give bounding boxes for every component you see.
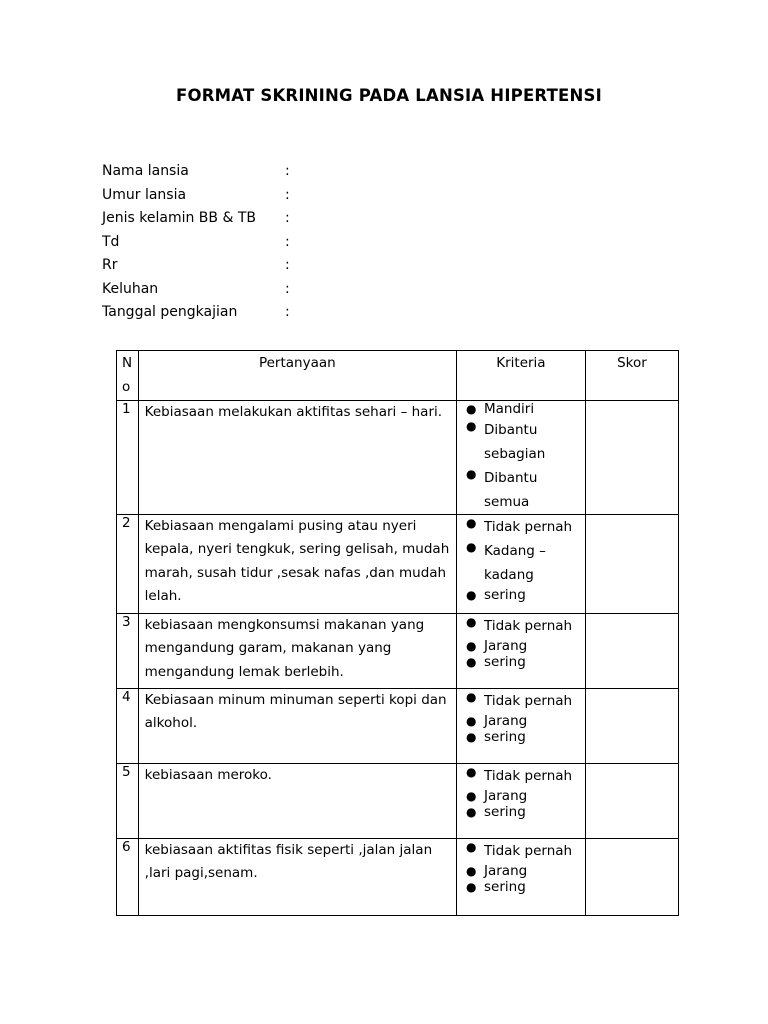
table-header-row [117,351,679,401]
criteria-item [462,879,580,896]
field-rr [102,254,402,278]
criteria-label: Jarang [484,862,528,879]
criteria-item [462,539,580,587]
header-no: No [117,351,139,401]
patient-info-fields [102,160,402,325]
row-number: 2 [117,514,139,613]
bullet-icon: ● [466,655,477,669]
field-tanggal-pengkajian [102,301,402,325]
criteria-label: Tidak pernah [484,842,573,859]
bullet-icon: ● [466,713,477,728]
criteria-item [462,515,580,539]
row-criteria [457,613,586,688]
bullet-icon: ● [466,418,477,433]
header-skor: Skor [585,351,678,401]
field-label: Umur lansia [102,186,187,203]
field-colon: : [285,210,290,226]
row-number: 6 [117,838,139,915]
criteria-label: Kadang – kadang [484,542,546,583]
table-row [117,401,679,515]
field-colon: : [285,163,290,179]
criteria-item [462,418,580,466]
row-criteria [457,401,586,515]
row-question: kebiasaan meroko. [138,763,456,838]
criteria-item [462,466,580,514]
criteria-label: sering [484,729,526,745]
row-criteria [457,763,586,838]
criteria-item [462,729,580,746]
criteria-item [462,839,580,863]
bullet-icon: ● [466,587,477,602]
bullet-icon: ● [466,863,477,878]
criteria-item [462,689,580,713]
criteria-item [462,614,580,638]
criteria-label: sering [484,879,526,895]
bullet-icon: ● [466,689,477,704]
criteria-item [462,804,580,821]
criteria-item [462,587,580,604]
field-umur-lansia [102,184,402,208]
criteria-label: Tidak pernah [484,518,573,535]
row-score [585,763,678,838]
row-question: Kebiasaan melakukan aktifitas sehari – hari. [138,401,456,515]
field-colon: : [285,304,290,320]
bullet-icon: ● [466,805,477,819]
field-label: Jenis kelamin BB & TB [102,210,256,226]
field-colon: : [285,257,290,273]
bullet-icon: ● [466,515,477,530]
table-row [117,763,679,838]
row-score [585,514,678,613]
criteria-label: Dibantu semua [484,469,538,510]
criteria-item [462,401,580,418]
header-kriteria: Kriteria [457,351,586,401]
field-label: Td [102,233,120,250]
row-number: 4 [117,688,139,763]
criteria-item [462,788,580,805]
row-question: Kebiasaan mengalami pusing atau nyeri kepala, nyeri tengkuk, sering gelisah, mudah marah, susah tidur ,sesak nafas ,dan mudah lelah. [138,514,456,613]
row-number: 1 [117,401,139,515]
table-row [117,613,679,688]
criteria-item [462,713,580,730]
bullet-icon: ● [466,539,477,554]
field-colon: : [285,186,290,203]
field-jenis-kelamin [102,207,402,231]
criteria-item [462,764,580,788]
criteria-label: Dibantu sebagian [484,421,546,462]
criteria-label: Jarang [484,637,528,654]
criteria-label: Tidak pernah [484,767,573,784]
row-score [585,613,678,688]
field-label: Tanggal pengkajian [102,304,238,320]
row-question: Kebiasaan minum minuman seperti kopi dan alkohol. [138,688,456,763]
criteria-label: Tidak pernah [484,692,573,709]
field-keluhan [102,278,402,302]
bullet-icon: ● [466,614,477,629]
bullet-icon: ● [466,764,477,779]
criteria-label: Tidak pernah [484,617,573,634]
row-score [585,401,678,515]
criteria-item [462,638,580,655]
row-score [585,838,678,915]
criteria-label: sering [484,654,526,670]
criteria-label: Jarang [484,787,528,804]
field-label: Nama lansia [102,163,189,179]
bullet-icon: ● [466,788,477,803]
criteria-label: sering [484,804,526,820]
row-number: 3 [117,613,139,688]
criteria-label: sering [484,586,526,603]
table-row [117,838,679,915]
criteria-item [462,654,580,671]
row-score [585,688,678,763]
bullet-icon: ● [466,638,477,653]
bullet-icon: ● [466,730,477,744]
field-nama-lansia [102,160,402,184]
row-criteria [457,688,586,763]
field-label: Rr [102,257,118,273]
bullet-icon: ● [466,839,477,854]
row-question: kebiasaan aktifitas fisik seperti ,jalan jalan ,lari pagi,senam. [138,838,456,915]
row-question: kebiasaan mengkonsumsi makanan yang mengandung garam, makanan yang mengandung lemak berlebih. [138,613,456,688]
table-row [117,688,679,763]
row-criteria [457,838,586,915]
field-colon: : [285,280,290,297]
header-pertanyaan: Pertanyaan [138,351,456,401]
bullet-icon: ● [466,402,477,416]
bullet-icon: ● [466,880,477,894]
criteria-label: Jarang [484,712,528,729]
table-row [117,514,679,613]
bullet-icon: ● [466,466,477,481]
row-number: 5 [117,763,139,838]
field-td [102,231,402,255]
document-title: FORMAT SKRINING PADA LANSIA HIPERTENSI [176,86,602,105]
row-criteria [457,514,586,613]
field-label: Keluhan [102,280,159,297]
criteria-label: Mandiri [484,401,535,417]
field-colon: : [285,233,290,250]
criteria-item [462,863,580,880]
screening-table [116,350,679,916]
